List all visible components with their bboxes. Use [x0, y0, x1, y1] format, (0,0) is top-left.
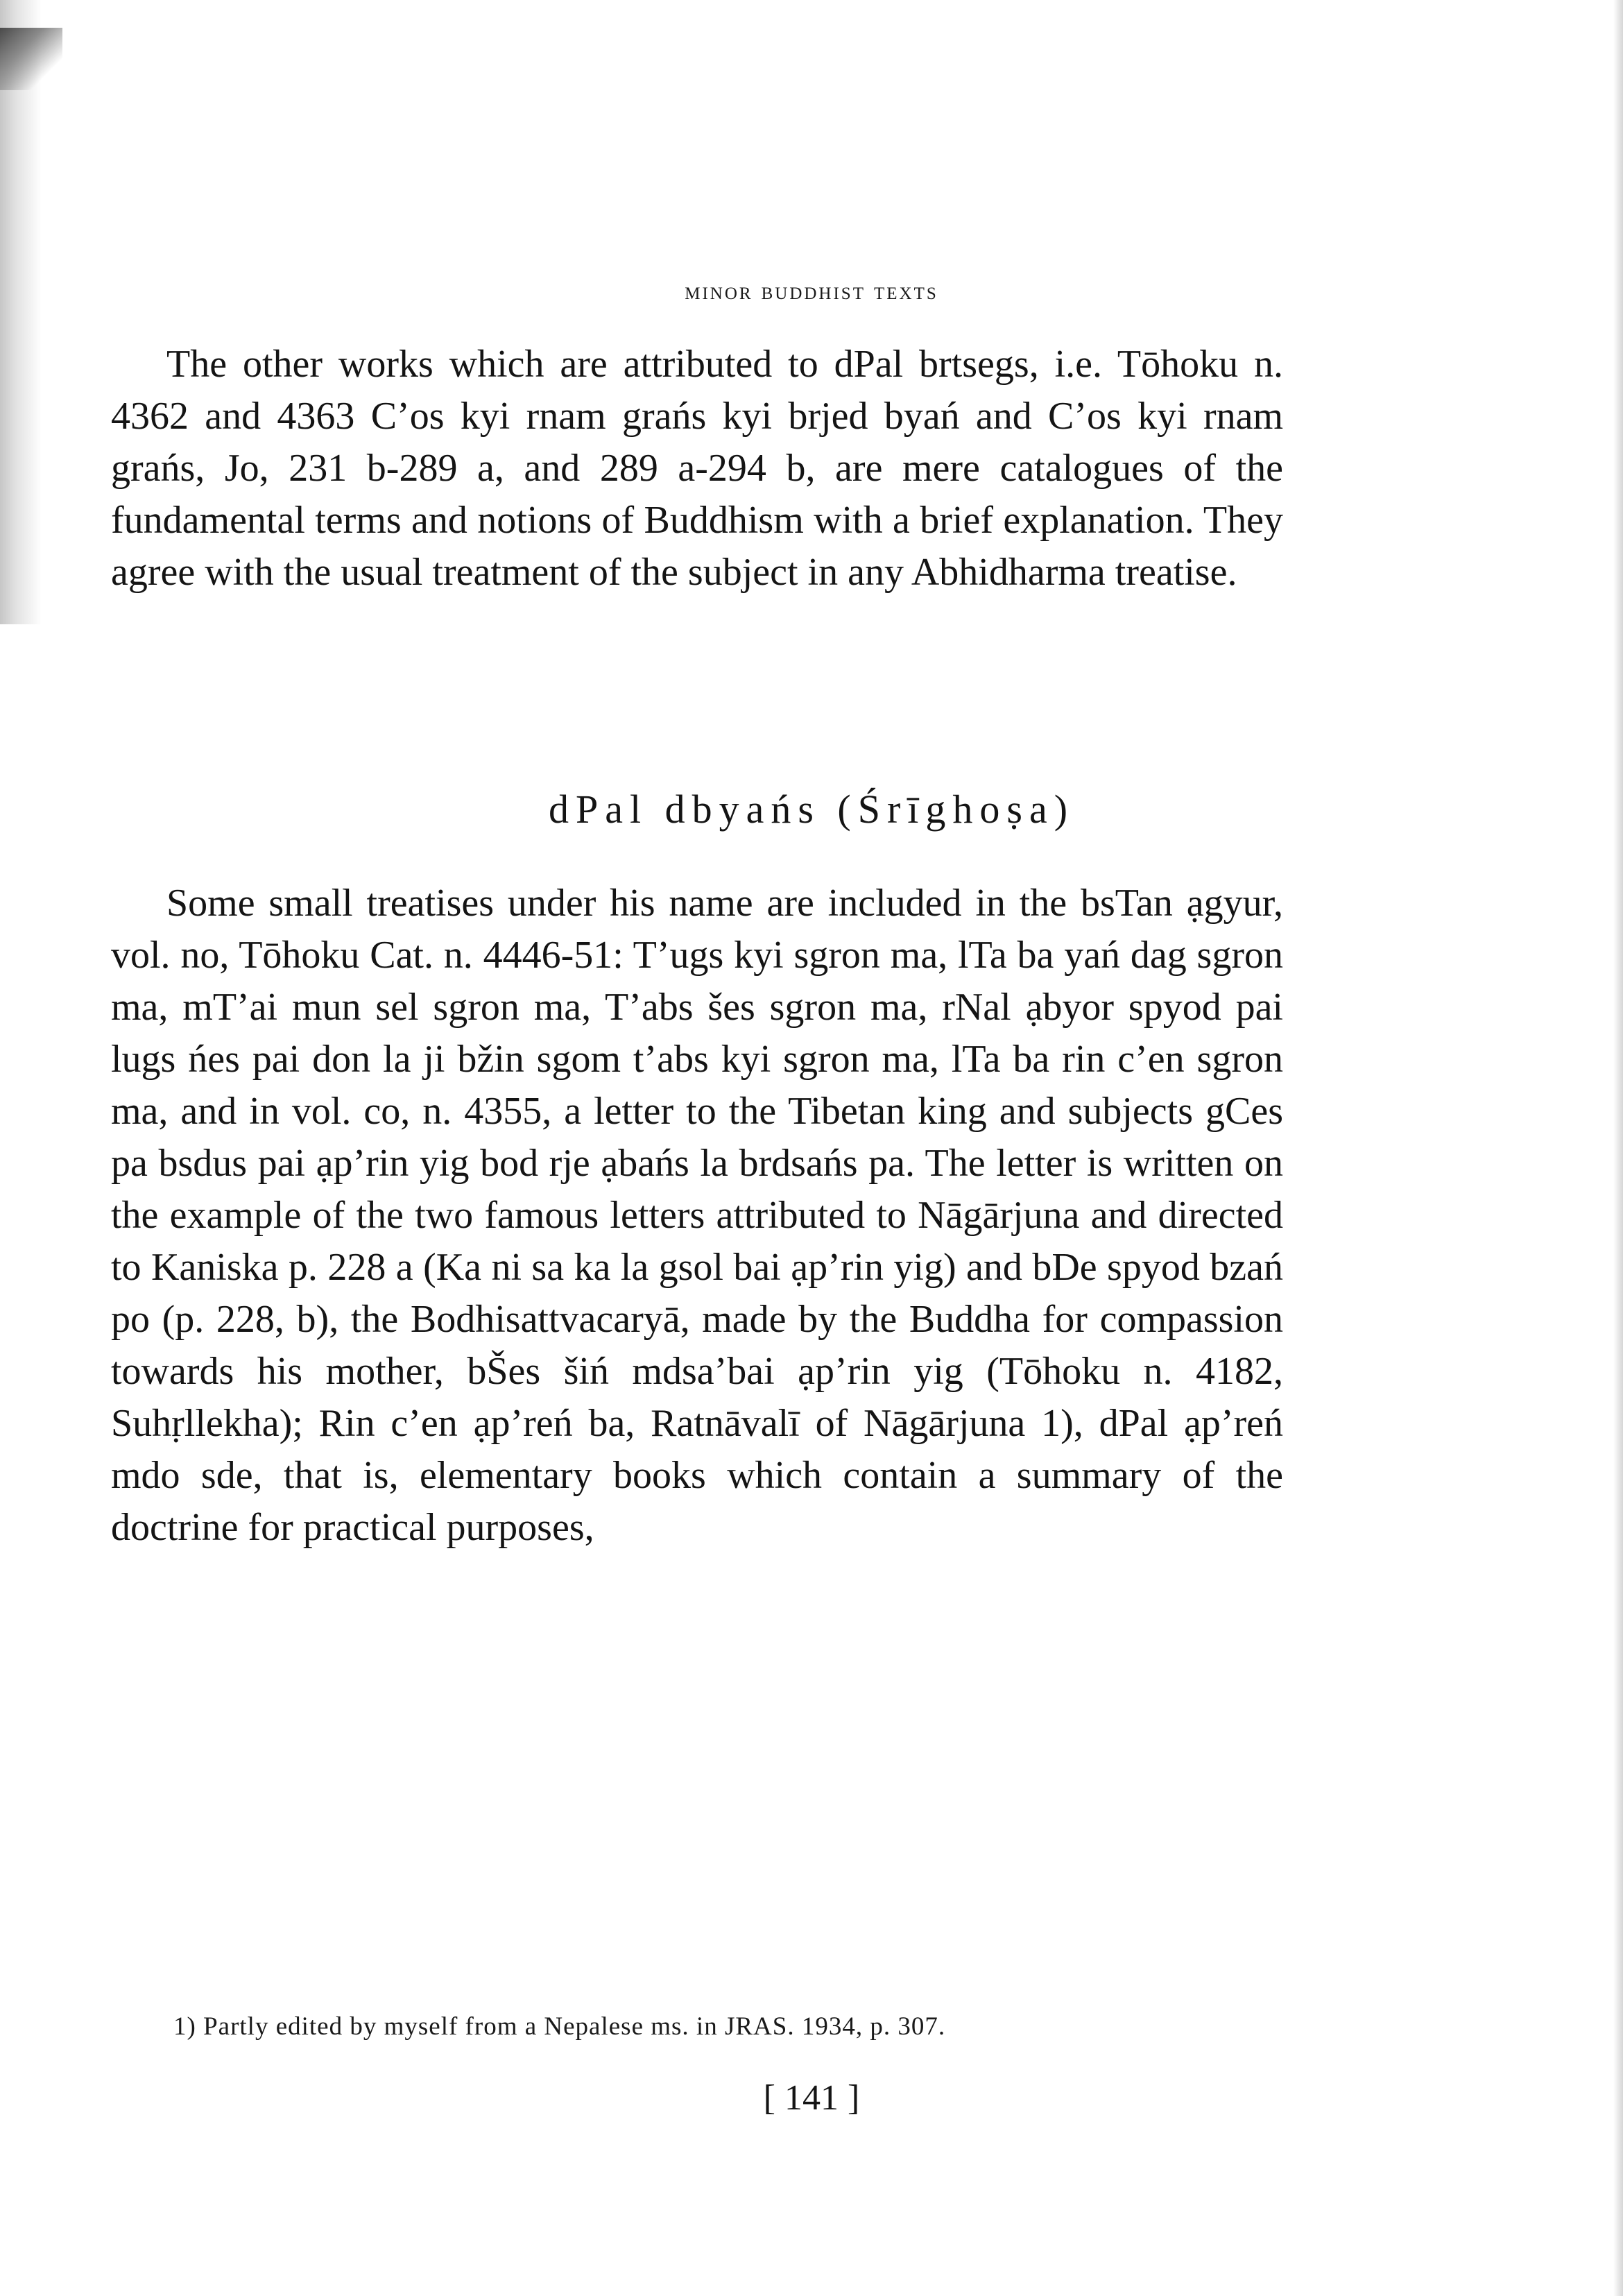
section-title: dPal dbyańs (Śrīghoṣa) [548, 787, 1075, 832]
scan-corner-artifact [0, 28, 62, 90]
page-number: [ 141 ] [763, 2078, 860, 2118]
running-header: minor buddhist texts [685, 277, 938, 305]
scan-right-edge [1613, 0, 1623, 2296]
paragraph-1: The other works which are attributed to dPal brtsegs, i.e. Tōhoku n. 4362 and 4363 C’os kyi rnam grańs kyi brjed byań and C’os kyi rnam grańs, Jo, 231 b-289 a, and 289 a-294 b, are mere catalogues of the fundamental terms and notions of Buddhism with a brief explanation. They agree with the usual treatment of the subject in any Abhidharma treatise. [111, 343, 1283, 594]
scan-edge-shadow [0, 0, 42, 624]
footnote: 1) Partly edited by myself from a Nepalese ms. in JRAS. 1934, p. 307. [173, 2012, 946, 2041]
paragraph-2: Some small treatises under his name are included in the bsTan ạgyur, vol. no, Tōhoku Cat. n. 4446-51: T’ugs kyi sgron ma, lTa ba yań dag sgron ma, mT’ai mun sel sgron ma, T’abs šes sgron ma, rNal ạbyor spyod pai lugs ńes pai don la ji bžin sgom t’abs kyi sgron ma, lTa ba rin c’en sgron ma, and in vol. co, n. 4355, a letter to the Tibetan king and subjects gCes pa bsdus pai ạp’rin yig bod rje ạbańs la brdsańs pa. The letter is written on the example of the two famous letters attributed to Nāgārjuna and directed to Kaniska p. 228 a (Ka ni sa ka la gsol bai ạp’rin yig) and bDe spyod bzań po (p. 228, b), the Bodhisattvacaryā, made by the Buddha for compassion towards his mother, bŠes šiń mdsa’bai ạp’rin yig (Tōhoku n. 4182, Suhṛllekha); Rin c’en ạp’reń ba, Ratnāvalī of Nāgārjuna 1), dPal ạp’reń mdo sde, that is, elementary books which contain a summary of the doctrine for practical purposes, [111, 882, 1283, 1549]
